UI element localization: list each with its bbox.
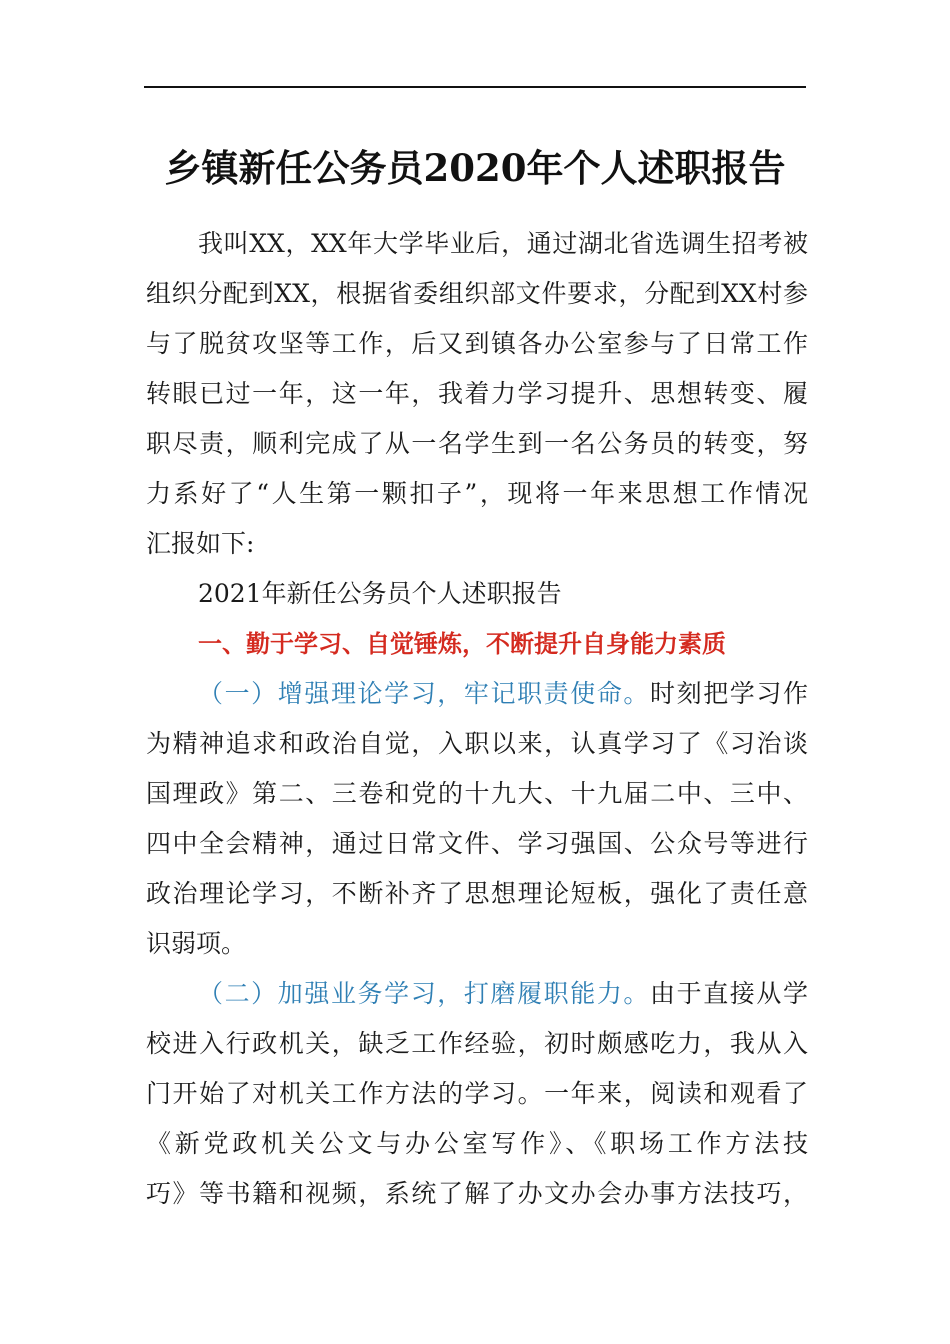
paragraph-line: 力系好了“人生第一颗扣子”，现将一年来思想工作情况 (146, 479, 808, 508)
paragraph-line: 为精神追求和政治自觉，入职以来，认真学习了《习治谈 (146, 729, 808, 758)
paragraph-line: 门开始了对机关工作方法的学习。一年来，阅读和观看了 (146, 1079, 808, 1108)
paragraph-line: 转眼已过一年，这一年，我着力学习提升、思想转变、履 (146, 379, 808, 408)
paragraph-line: 校进入行政机关，缺乏工作经验，初时颇感吃力，我从入 (146, 1029, 808, 1058)
paragraph-line: 职尽责，顺利完成了从一名学生到一名公务员的转变，努 (146, 429, 808, 458)
paragraph-line: 《新党政机关公文与办公室写作》、《职场工作方法技 (146, 1129, 808, 1158)
paragraph-line: 汇报如下: (146, 529, 255, 558)
item-first-line (146, 969, 808, 1019)
item-heading: （一）增强理论学习，牢记职责使命。 (198, 679, 651, 708)
header-rule (144, 86, 806, 88)
paragraph-line: 政治理论学习，不断补齐了思想理论短板，强化了责任意 (146, 879, 808, 908)
item-text: 时刻把学习作 (650, 679, 808, 708)
item-first-line (146, 669, 808, 719)
document-body (146, 219, 808, 1219)
document-title: 乡镇新任公务员2020年个人述职报告 (164, 146, 786, 190)
paragraph-line: 国理政》第二、三卷和党的十九大、十九届二中、三中、 (146, 779, 808, 808)
paragraph-line: 识弱项。 (146, 929, 247, 958)
paragraph-line: 组织分配到XX，根据省委组织部文件要求，分配到XX村参 (146, 279, 808, 308)
item-text: 由于直接从学 (650, 979, 808, 1008)
paragraph-line: 我叫XX，XX年大学毕业后，通过湖北省选调生招考被 (198, 229, 808, 258)
section-heading: 一、勤于学习、自觉锤炼，不断提升自身能力素质 (198, 630, 726, 658)
subtitle-line: 2021年新任公务员个人述职报告 (198, 579, 562, 608)
paragraph-line: 与了脱贫攻坚等工作，后又到镇各办公室参与了日常工作 (146, 329, 808, 358)
item-heading: （二）加强业务学习，打磨履职能力。 (198, 979, 651, 1008)
paragraph-line: 巧》等书籍和视频，系统了解了办文办会办事方法技巧， (146, 1179, 808, 1208)
paragraph-line: 四中全会精神，通过日常文件、学习强国、公众号等进行 (146, 829, 808, 858)
